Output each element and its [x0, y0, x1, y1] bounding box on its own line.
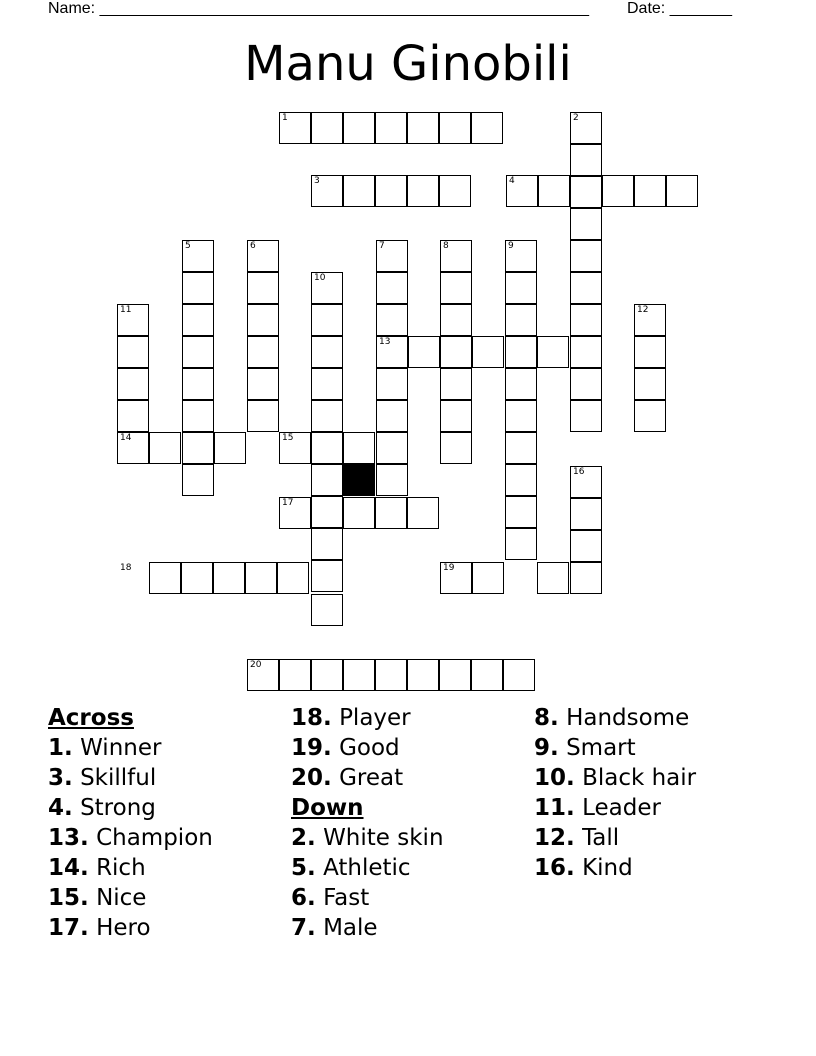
- grid-cell[interactable]: [375, 112, 407, 144]
- grid-cell[interactable]: [311, 496, 343, 528]
- cell-number: 16: [573, 467, 585, 477]
- grid-cell[interactable]: [311, 368, 343, 400]
- grid-cell[interactable]: [182, 336, 214, 368]
- grid-cell[interactable]: [634, 368, 666, 400]
- black-square: [343, 464, 375, 496]
- grid-cell[interactable]: [570, 530, 602, 562]
- grid-cell[interactable]: [505, 432, 537, 464]
- grid-cell[interactable]: [634, 400, 666, 432]
- clue-across-14: 14. Rich: [48, 855, 146, 881]
- grid-cell[interactable]: [570, 562, 602, 594]
- clue-across-20: 20. Great: [291, 765, 404, 791]
- grid-cell[interactable]: [407, 175, 439, 207]
- cell-number: 18: [120, 563, 132, 573]
- grid-cell[interactable]: [247, 304, 279, 336]
- grid-cell[interactable]: [602, 175, 634, 207]
- grid-cell[interactable]: [407, 497, 439, 529]
- grid-cell[interactable]: [376, 368, 408, 400]
- clue-across-1: 1. Winner: [48, 735, 162, 761]
- grid-cell[interactable]: [343, 659, 375, 691]
- grid-cell[interactable]: [503, 659, 535, 691]
- grid-cell[interactable]: [214, 432, 246, 464]
- across-heading: Across: [48, 705, 134, 731]
- clue-across-18: 18. Player: [291, 705, 411, 731]
- grid-cell[interactable]: [538, 175, 570, 207]
- grid-cell[interactable]: [537, 562, 569, 594]
- clue-down-8: 8. Handsome: [534, 705, 690, 731]
- clue-across-19: 19. Good: [291, 735, 400, 761]
- grid-cell[interactable]: [182, 432, 214, 464]
- grid-cell[interactable]: [440, 336, 472, 368]
- date-field-line: Date: _______: [627, 0, 732, 17]
- cell-number: 15: [282, 433, 294, 443]
- grid-cell[interactable]: [149, 432, 181, 464]
- grid-cell[interactable]: [343, 112, 375, 144]
- grid-cell[interactable]: [570, 336, 602, 368]
- grid-cell[interactable]: [311, 304, 343, 336]
- grid-cell[interactable]: [505, 464, 537, 496]
- grid-cell[interactable]: [439, 112, 471, 144]
- clue-across-3: 3. Skillful: [48, 765, 157, 791]
- cell-number: 12: [637, 305, 649, 315]
- grid-cell[interactable]: [277, 562, 309, 594]
- clue-down-16: 16. Kind: [534, 855, 633, 881]
- grid-cell[interactable]: [408, 336, 440, 368]
- cell-number: 2: [573, 113, 579, 123]
- cell-number: 4: [509, 176, 515, 186]
- grid-cell[interactable]: [311, 528, 343, 560]
- grid-cell[interactable]: [375, 497, 407, 529]
- grid-cell[interactable]: [570, 498, 602, 530]
- clue-down-9: 9. Smart: [534, 735, 636, 761]
- grid-cell[interactable]: [666, 175, 698, 207]
- grid-cell[interactable]: [376, 400, 408, 432]
- grid-cell[interactable]: [505, 336, 537, 368]
- grid-cell[interactable]: [570, 400, 602, 432]
- cell-number: 14: [120, 433, 132, 443]
- cell-number: 11: [120, 305, 132, 315]
- grid-cell[interactable]: [471, 112, 503, 144]
- grid-cell[interactable]: [247, 368, 279, 400]
- clue-column-2: [291, 703, 531, 943]
- grid-cell[interactable]: [570, 368, 602, 400]
- page-title: Manu Ginobili: [244, 36, 572, 92]
- cell-number: 6: [250, 241, 256, 251]
- clue-across-13: 13. Champion: [48, 825, 213, 851]
- grid-cell[interactable]: [440, 304, 472, 336]
- grid-cell[interactable]: [311, 464, 343, 496]
- grid-cell[interactable]: [407, 112, 439, 144]
- cell-number: 9: [508, 241, 514, 251]
- grid-cell[interactable]: [247, 400, 279, 432]
- grid-cell[interactable]: [440, 400, 472, 432]
- grid-cell[interactable]: [472, 562, 504, 594]
- grid-cell[interactable]: [311, 594, 343, 626]
- grid-cell[interactable]: [570, 208, 602, 240]
- cell-number: 10: [314, 273, 326, 283]
- cell-number: 3: [314, 176, 320, 186]
- grid-cell[interactable]: [376, 272, 408, 304]
- grid-cell[interactable]: [570, 144, 602, 176]
- grid-cell[interactable]: [343, 175, 375, 207]
- grid-cell[interactable]: [570, 272, 602, 304]
- grid-cell[interactable]: [505, 528, 537, 560]
- cell-number: 19: [443, 563, 455, 573]
- grid-cell[interactable]: [439, 175, 471, 207]
- grid-cell[interactable]: [182, 368, 214, 400]
- cell-number: 13: [379, 337, 391, 347]
- clue-down-7: 7. Male: [291, 915, 378, 941]
- clue-down-6: 6. Fast: [291, 885, 370, 911]
- grid-cell[interactable]: [213, 562, 245, 594]
- grid-cell[interactable]: [471, 659, 503, 691]
- grid-cell[interactable]: [505, 400, 537, 432]
- grid-cell[interactable]: [182, 304, 214, 336]
- grid-cell[interactable]: [117, 368, 149, 400]
- grid-cell[interactable]: [376, 304, 408, 336]
- grid-cell[interactable]: [343, 432, 375, 464]
- cell-number: 5: [185, 241, 191, 251]
- clue-column-1: [48, 703, 288, 943]
- grid-cell[interactable]: [570, 240, 602, 272]
- grid-cell[interactable]: [375, 175, 407, 207]
- grid-cell[interactable]: [311, 400, 343, 432]
- grid-cell[interactable]: [440, 272, 472, 304]
- grid-cell[interactable]: [311, 659, 343, 691]
- grid-cell[interactable]: [247, 336, 279, 368]
- grid-cell[interactable]: [182, 400, 214, 432]
- grid-cell[interactable]: [505, 368, 537, 400]
- clue-across-15: 15. Nice: [48, 885, 147, 911]
- grid-cell[interactable]: [570, 176, 602, 208]
- clue-across-4: 4. Strong: [48, 795, 156, 821]
- cell-number: 1: [282, 113, 288, 123]
- grid-cell[interactable]: [505, 272, 537, 304]
- grid-cell[interactable]: [537, 336, 569, 368]
- grid-cell[interactable]: [440, 432, 472, 464]
- grid-cell[interactable]: [376, 464, 408, 496]
- grid-cell[interactable]: [439, 659, 471, 691]
- grid-cell[interactable]: [570, 304, 602, 336]
- grid-cell[interactable]: [279, 659, 311, 691]
- clue-column-3: [534, 703, 774, 883]
- clue-down-12: 12. Tall: [534, 825, 620, 851]
- grid-cell[interactable]: [311, 432, 343, 464]
- grid-cell[interactable]: [182, 464, 214, 496]
- grid-cell[interactable]: [634, 175, 666, 207]
- cell-number: 7: [379, 241, 385, 251]
- name-field-line: Name: _______________________________________________________: [48, 0, 589, 17]
- cell-number: 17: [282, 498, 294, 508]
- down-heading: Down: [291, 795, 364, 821]
- clue-down-2: 2. White skin: [291, 825, 444, 851]
- grid-cell[interactable]: [375, 659, 407, 691]
- grid-cell[interactable]: [376, 432, 408, 464]
- clue-down-11: 11. Leader: [534, 795, 661, 821]
- grid-cell[interactable]: [247, 272, 279, 304]
- cell-number: 8: [443, 241, 449, 251]
- grid-cell[interactable]: [407, 659, 439, 691]
- grid-cell[interactable]: [117, 336, 149, 368]
- grid-cell[interactable]: [505, 304, 537, 336]
- grid-cell[interactable]: [117, 400, 149, 432]
- grid-cell[interactable]: [311, 336, 343, 368]
- grid-cell[interactable]: [472, 336, 504, 368]
- clue-down-5: 5. Athletic: [291, 855, 411, 881]
- grid-cell[interactable]: [311, 560, 343, 592]
- grid-cell[interactable]: [149, 562, 181, 594]
- grid-cell[interactable]: [182, 272, 214, 304]
- cell-number: 20: [250, 660, 262, 670]
- grid-cell[interactable]: [505, 496, 537, 528]
- clue-across-17: 17. Hero: [48, 915, 151, 941]
- clue-down-10: 10. Black hair: [534, 765, 697, 791]
- grid-cell[interactable]: [181, 562, 213, 594]
- grid-cell[interactable]: [311, 112, 343, 144]
- grid-cell[interactable]: [245, 562, 277, 594]
- grid-cell[interactable]: [343, 497, 375, 529]
- grid-cell[interactable]: [440, 368, 472, 400]
- grid-cell[interactable]: [634, 336, 666, 368]
